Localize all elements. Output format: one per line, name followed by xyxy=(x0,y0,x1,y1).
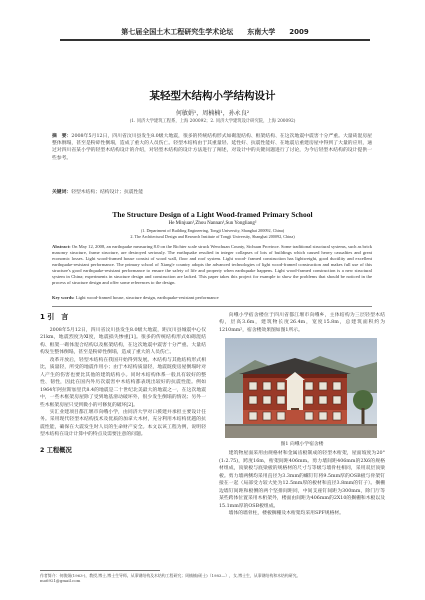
paper-title-en: The Structure Design of a Light Wood-framed Primary School xyxy=(112,210,313,219)
section-divider xyxy=(52,306,372,307)
footnote-email: mo6921@gmail.com xyxy=(40,578,81,584)
section-1-heading: 1 引 言 xyxy=(40,313,69,321)
abstract-cn-text: 2008年5月12日，四川省汶川县发生8.0级大地震，很多的传统结构形式如砌混结构、框架结构、在这次地震中震害十分严重。大量砖混房屋整体倒塌，甚至是粉碎性倒塌，造成了重大的人员伤亡。轻型木结构由于其重量轻、延性好、抗震性能好、在地震后重建房屋中得到了大量的应用，通过对四川省某小学的轻型木结构设计的介绍，对轻型木结构的设计方法进行了阐述，对设计中的关键问题进行了讨论，为今后轻型木结构的设计提供一些参考。 xyxy=(52,134,372,161)
materials-paragraph: 墙体的墙骨柱，楼板搁栅及木桁架均采用SPF规格材。 xyxy=(228,510,344,516)
keywords-en xyxy=(52,295,372,300)
affiliations-en xyxy=(0,228,425,240)
dormitory-building-photo xyxy=(225,338,377,438)
running-header xyxy=(60,26,370,38)
keywords-en-label: Key words: xyxy=(52,295,75,300)
section-2-heading: 2 工程概况 xyxy=(40,446,72,454)
abstract-cn xyxy=(52,133,372,162)
figure-1-caption: 图1 向峨小学宿舍楼 xyxy=(280,442,324,448)
structure-description-paragraph: 建筑物屋面采用由规格材和金属齿板制成的轻型木桁架，屋面坡度为20°(1:2.75)，跨度16m，桁架间距406mm。剪力墙间距406mm的2X6的规格材组成，顶梁板与底梁板的规格材的尺寸与等级与墙骨柱相同，采用双层顶梁板。剪力墙两侧均采用直径为3.3mm的螺钉钉将9.5mm厚的OSB板与骨架钉接在一起（局部受力较大处为12.5mm厚的板材和直径3.8mm的钉子）。搁栅边墙钉间距和板侧的两个坚排间距同，中间支座钉间距为300mm，除门厅等某些跨体位置采用木桁架外，楼面由间距为406mm的2X10的搁栅和木板以及15.1mm厚的OSB板组成。 xyxy=(219,451,385,509)
author-footnote xyxy=(40,573,385,583)
footnote-author-bio: 作者简介：何敏娟(1963-)，教授,博士,博士生导师。从事钢结构及木结构工程研究；周楠楠(硕士)（1983—），女,博士生，从事钢结构和木结构研究。 xyxy=(40,573,301,578)
keywords-en-text: Light wood-framed house, structure design, earthquake-resistant performance xyxy=(75,295,219,300)
affiliations-cn: (1. 同济大学建筑工程系，上海 200092；2. 同济大学建筑设计研究院，上海 200092) xyxy=(129,119,296,124)
section-1-paragraph-2: 改革开放后，轻型木结构在我国开始得到发展。木结构与其他结构形式相比，质量轻，所受的地震作用小；由于木结构质量轻，地震既使房屋倒塌时对人产生的伤害也要比其他的建筑结构小。同时木结构体系一般具有较好的整性、韧性，因此在国内外历次震害中木结构都表现出较好的抗震性能。例如1964年阿拉斯加里氏8.4的地震是二十世纪北美最大的地震之一，在这次地震中，一些木框架房屋除了受到地基滑动破坏外，很少发生倒塌的情况；另外一些木框架房屋只受到微小的可修复的破坏[2]。 xyxy=(40,357,206,408)
abstract-en-label: Abstract: xyxy=(52,244,71,249)
authors-cn: 何敏娟¹，周楠楠¹，孙永良² xyxy=(175,110,250,117)
authors-en: He Minjuan¹,Zhou Nannan¹,Sun Yongliang² xyxy=(168,221,257,226)
abstract-en xyxy=(52,244,372,286)
section-1-paragraph-1: 2008年5月12日，四川省汶川县发生8.0级大地震，距汶川县城震中心仅21km，地震烈度为Ⅺ度，地震损失惨重[1]。很多的传统结构形式如砌混结构、框架一砌体混合结构以及框架结构，在这次地震中震害十分严重。大量结构发生整体倒塌，甚至是粉碎性倒塌，造成了重大的人员伤亡。 xyxy=(40,328,206,356)
section-1-paragraph-3: 实汇业建项目都江堰市向峨小学，由同济大学对口援建并承担主要设计任务。采用现代轻型木结构技术及优质的加拿大木材，充分利用木结构优越的抗震性能，确保在大震发生时人员的生命财产安全。本文以该工程为例，说明轻型木结构在设计计算中的特点及需要注意的问题。 xyxy=(40,409,206,438)
project-intro-paragraph: 向峨小学宿舍楼位于四川省都江堰市向峨乡，主体结构为三层轻型木结构，层高3.6m，建筑物长度26.4m，宽度15.8m，总建筑面积约为1210mm²，宿舍楼效果图如图1所示。 xyxy=(219,313,385,333)
abstract-en-text: On May 12, 2008, an earthquake measuring 8.0 on the Richter scale struck Wenchuan County, Sichuan Province. Some traditional structural systems, such as brick masonry structure, frame structure, are destroyed seriously. The earthquake resulted in integer collapses of lots of buildings which caused heavy casualties and great economic losses. Light wood-framed house consist of wood wall, floor and roof system. Light wood- framed construction has lightweight, good ductility and excellent earthquake-resistant performance. The primary school of Xiang'e country adopts the advanced technologies of light wood-framed construction and makes full use of this structure's good earthquake-resistant performance to ensure the safety of life and property when earthquake happens. Light wood-framed construction is a new structural system in China; experiments in structure design and construction are lacked. This paper takes this project for example to show the problems that should be noticed in the process of structure design and offer some references to the design. xyxy=(52,244,372,285)
keywords-cn-text: 轻型木结构；结构设计；抗震性能 xyxy=(71,190,144,195)
affiliation-en-2: 2. The Architectural Design and Research Institute of Tongji University, Shanghai 200092, China) xyxy=(130,233,295,239)
keywords-cn-label: 关键词： xyxy=(52,190,72,195)
abstract-cn-label: 摘 要： xyxy=(52,134,72,139)
paper-title-cn: 某轻型木结构小学结构设计 xyxy=(149,90,276,102)
footnote-rule xyxy=(40,570,160,571)
header-conference: 第七届全国土木工程研究生学术论坛 xyxy=(121,28,234,36)
header-year: 2009 xyxy=(289,28,309,36)
affiliation-en-1: (1. Department of Building Engineering, Tongji University, Shanghai 200092, China) xyxy=(140,228,285,233)
header-university: 东南大学 xyxy=(247,28,276,36)
header-rule xyxy=(60,39,370,41)
left-column xyxy=(40,312,206,458)
keywords-cn xyxy=(52,188,372,195)
right-column xyxy=(219,312,385,517)
